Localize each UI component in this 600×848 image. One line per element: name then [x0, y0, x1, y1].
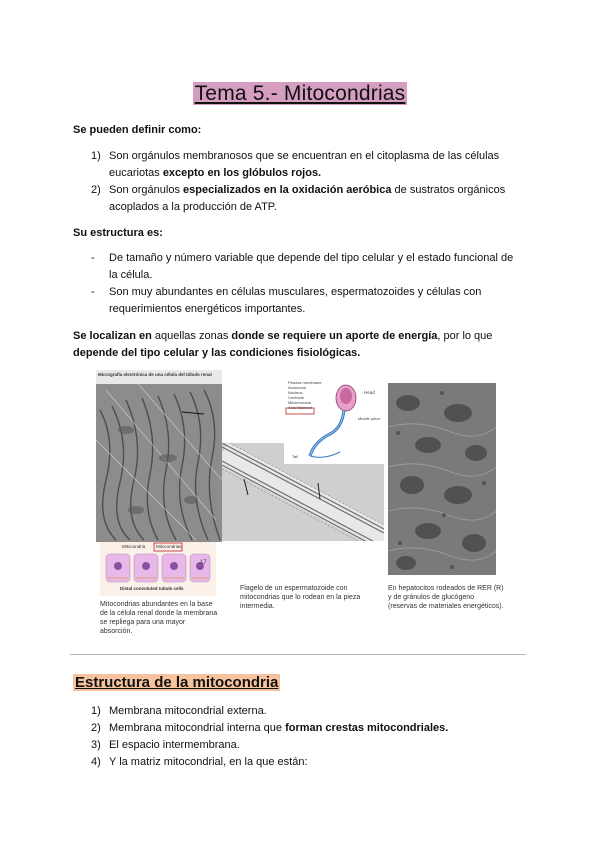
list-marker: 1)	[91, 150, 101, 162]
section-divider	[70, 654, 526, 655]
list-bold: excepto en los glóbulos rojos.	[162, 167, 322, 179]
micrograph-texture	[96, 370, 222, 542]
list-item	[73, 250, 533, 284]
list-text: Y la matriz mitocondrial, en la que están:	[109, 756, 308, 768]
definition-list	[73, 148, 533, 216]
location-text: , por lo que	[437, 330, 493, 342]
hepatocyte-micrograph	[388, 383, 496, 575]
renal-cell-diagram	[100, 542, 216, 596]
flagellum-caption: Flagelo de un espermatozoide con mitocondrias que lo rodean en la pieza intermedia.	[240, 585, 361, 610]
sperm-label: Nucleus	[288, 390, 303, 395]
list-marker: 4)	[91, 756, 101, 768]
kidney-caption: Mitocondrias abundantes en la base de la célula renal donde la membrana se repliega para una mayor absorción.	[100, 601, 218, 635]
location-text: aquellas zonas	[151, 330, 232, 342]
inset-label: Mitocondria	[122, 544, 146, 549]
location-bold: depende del tipo celular y las condiciones fisiológicas.	[73, 347, 361, 359]
list-bold: especializados en la oxidación aeróbica	[183, 184, 392, 196]
sperm-label: Acrosome	[288, 385, 307, 390]
sperm-label: Plasma membrane	[288, 380, 322, 385]
structure-label: Su estructura es:	[73, 227, 163, 239]
list-marker: 2)	[91, 722, 101, 734]
sperm-label: Head	[364, 390, 375, 395]
list-marker: 1)	[91, 705, 101, 717]
sperm-label: Centriole	[288, 395, 305, 400]
sperm-label: Tail	[292, 454, 299, 459]
sperm-label: Axial filament	[288, 405, 312, 410]
structure-list	[73, 250, 533, 318]
list-marker: 3)	[91, 739, 101, 751]
page-title-text: Tema 5.- Mitocondrias	[194, 82, 406, 105]
list-item	[73, 754, 533, 771]
sperm-label: Middle piece	[358, 416, 381, 421]
list-text: Son muy abundantes en células musculares, espermatozoides y células con	[109, 286, 482, 298]
list-text: De tamaño y número variable que depende del tipo celular y el estado funcional de	[109, 252, 514, 264]
list-item	[73, 703, 533, 720]
list-item	[73, 737, 533, 754]
section-heading-text: Estructura de la mitocondria	[75, 674, 279, 691]
list-item	[73, 284, 533, 318]
location-bold: Se localizan en	[73, 330, 152, 342]
location-paragraph	[73, 328, 533, 362]
definition-label: Se pueden definir como:	[73, 124, 202, 136]
structure-parts-list	[73, 703, 533, 771]
figure-number: 17	[200, 560, 207, 566]
list-text: requerimientos energéticos importantes.	[109, 303, 306, 315]
inset-caption: Distal convoluted tubule cells	[120, 586, 184, 591]
list-marker: 2)	[91, 184, 101, 196]
list-text: El espacio intermembrana.	[109, 739, 240, 751]
list-text: eucariotas	[109, 167, 163, 179]
list-text: de sustratos orgánicos	[391, 184, 506, 196]
sperm-label: Mitochondria	[288, 400, 311, 405]
list-text: la célula.	[109, 269, 153, 281]
list-bold: forman crestas mitocondriales.	[285, 722, 449, 734]
list-text: acoplados a la producción de ATP.	[109, 201, 277, 213]
sperm-labels	[288, 380, 322, 410]
page-title	[0, 82, 600, 106]
list-marker: -	[91, 252, 95, 264]
hepatocyte-texture	[388, 383, 496, 575]
location-bold: donde se requiere un aporte de energía	[231, 330, 438, 342]
sperm-diagram	[284, 378, 388, 464]
list-item	[73, 182, 533, 216]
hepatocyte-caption: En hepatocitos rodeados de RER (R) y de gránulos de glucógeno (reservas de materiales energéticos).	[388, 585, 504, 610]
inset-label: Mitocondrias	[156, 544, 182, 549]
list-item	[73, 148, 533, 182]
list-marker: -	[91, 286, 95, 298]
list-item	[73, 720, 533, 737]
kidney-micrograph	[96, 370, 222, 542]
list-text: Son orgánulos membranosos que se encuentran en el citoplasma de las células	[109, 150, 500, 162]
list-text: Membrana mitocondrial interna que	[109, 722, 286, 734]
list-text: Membrana mitocondrial externa.	[109, 705, 267, 717]
section-heading	[73, 674, 280, 692]
list-text: Son orgánulos	[109, 184, 183, 196]
micrograph-title: Micrografía electrónica de una célula del túbulo renal	[98, 372, 212, 377]
